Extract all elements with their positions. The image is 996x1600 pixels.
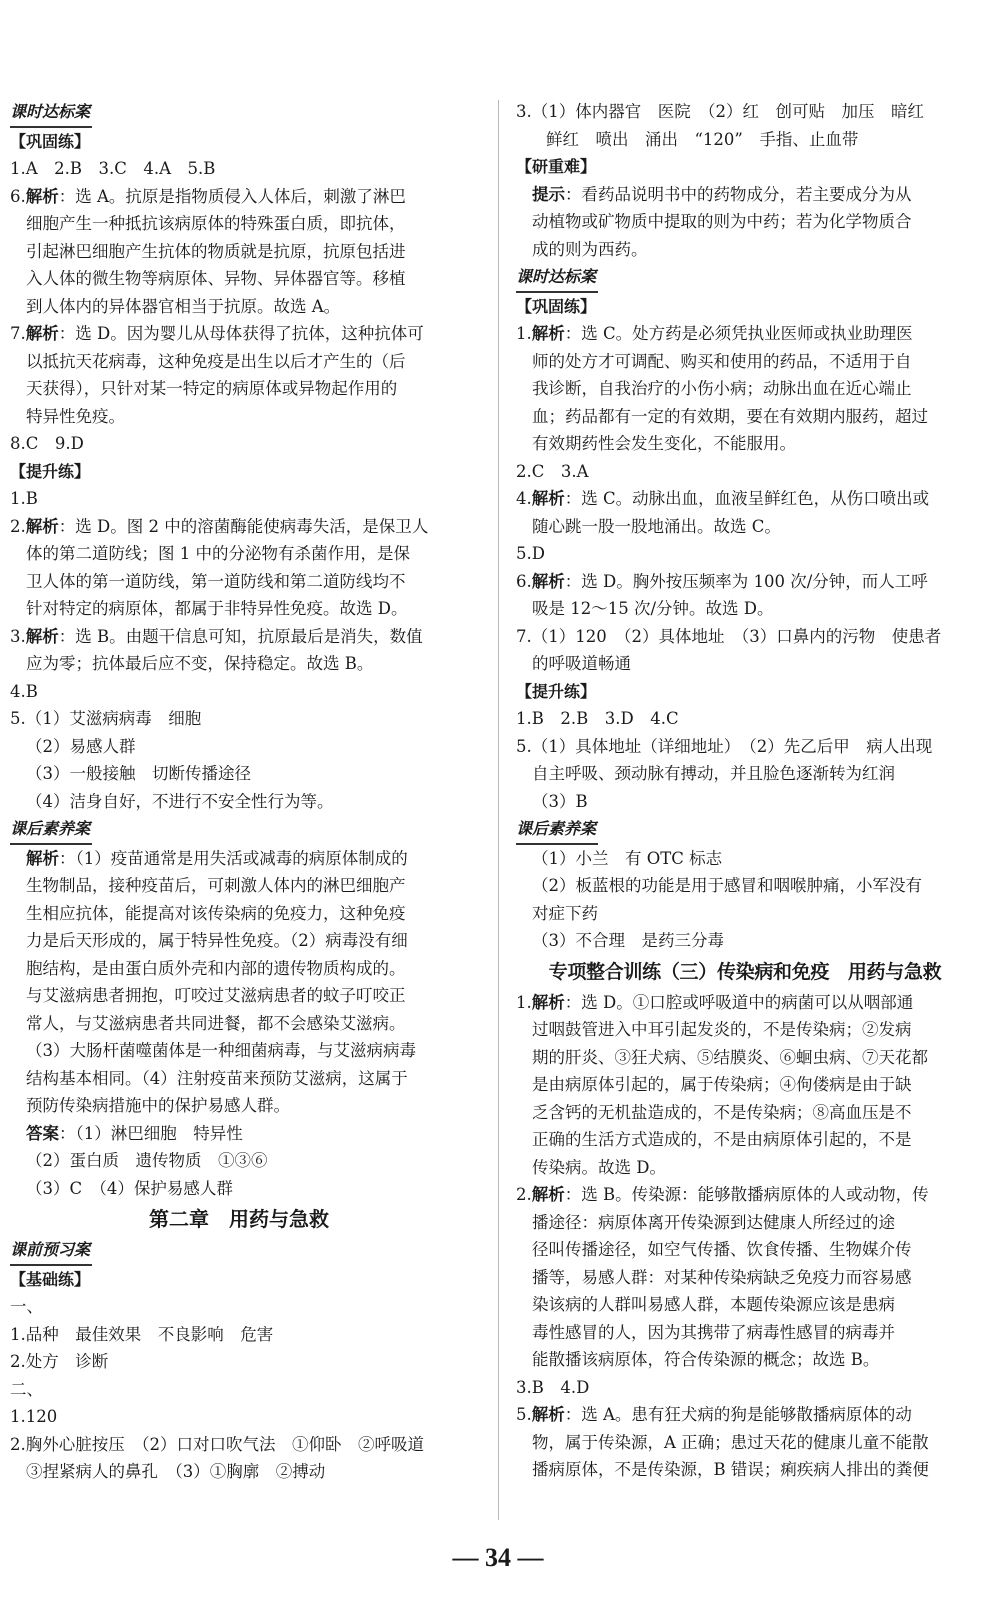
- answer-line: 物，属于传染源，A 正确；患过天花的健康儿童不能散: [532, 1432, 929, 1452]
- answer-line: 力是后天形成的，属于特异性免疫。（2）病毒没有细: [26, 931, 408, 950]
- section-heading: 课时达标案: [516, 263, 598, 293]
- answer-line: 传染病。故选 D。: [532, 1157, 666, 1177]
- answer-line: 7.解析：选 D。因为婴儿从母体获得了抗体，这种抗体可: [10, 324, 424, 343]
- subsection-heading: 【研重难】: [516, 157, 597, 176]
- answer-line: ③捏紧病人的鼻孔 （3）①胸廓 ②搏动: [26, 1462, 326, 1481]
- answer-line: 预防传染病措施中的保护易感人群。: [26, 1096, 290, 1115]
- answer-line: 生物制品，接种疫苗后，可刺激人体内的淋巴细胞产: [26, 876, 406, 895]
- answer-line: 播等，易感人群：对某种传染病缺乏免疫力而容易感: [532, 1267, 912, 1287]
- answer-line: 8.C 9.D: [10, 434, 84, 453]
- answer-line: 随心跳一股一股地涌出。故选 C。: [532, 516, 781, 536]
- answer-line: （3）B: [532, 791, 588, 811]
- section-heading: 课后素养案: [516, 815, 598, 845]
- answer-line: 3.（1）体内器官 医院 （2）红 创可贴 加压 暗红: [516, 102, 924, 121]
- answer-line: 过咽鼓管进入中耳引起发炎的，不是传染病；②发病: [532, 1020, 912, 1039]
- answer-line: 1.B 2.B 3.D 4.C: [516, 709, 679, 728]
- answer-line: 细胞产生一种抵抗该病原体的特殊蛋白质，即抗体，: [26, 214, 406, 233]
- answer-line: 3.B 4.D: [516, 1377, 590, 1397]
- subsection-heading: 【提升练】: [516, 681, 597, 701]
- answer-line: 1.B: [10, 489, 38, 508]
- answer-line: 毒性感冒的人，因为其携带了病毒性感冒的病毒并: [532, 1322, 895, 1342]
- answer-line: 常人，与艾滋病患者共同进餐，都不会感染艾滋病。: [26, 1013, 406, 1033]
- answer-line: 染该病的人群叫易感人群，本题传染源应该是患病: [532, 1295, 895, 1314]
- answer-line: 入人体的微生物等病原体、异物、异体器官等。移植: [26, 269, 406, 288]
- answer-line: 5.（1）艾滋病病毒 细胞: [10, 709, 202, 728]
- answer-line: 2.胸外心脏按压 （2）口对口吹气法 ①仰卧 ②呼吸道: [10, 1434, 424, 1454]
- answer-line: 提示：看药品说明书中的药物成分，若主要成分为从: [532, 184, 912, 204]
- answer-line: 针对特定的病原体，都属于非特异性免疫。故选 D。: [26, 599, 408, 618]
- answer-line: 径叫传播途径，如空气传播、饮食传播、生物媒介传: [532, 1240, 912, 1259]
- answer-line: 5.解析：选 A。患有狂犬病的狗是能够散播病原体的动: [516, 1405, 912, 1424]
- answer-line: 生相应抗体，能提高对该传染病的免疫力，这种免疫: [26, 903, 406, 923]
- answer-line: 2.解析：选 D。图 2 中的溶菌酶能使病毒失活，是保卫人: [10, 516, 429, 536]
- answer-line: 正确的生活方式造成的，不是由病原体引起的，不是: [532, 1130, 912, 1149]
- answer-line: 有效期药性会发生变化，不能服用。: [532, 434, 796, 453]
- answer-line: 胞结构，是由蛋白质外壳和内部的遗传物质构成的。: [26, 958, 406, 978]
- answer-line: 1.解析：选 D。①口腔或呼吸道中的病菌可以从咽部通: [516, 992, 914, 1012]
- answer-line: 解析：（1）疫苗通常是用失活或减毒的病原体制成的: [26, 848, 408, 868]
- answer-line: 与艾滋病患者拥抱，叮咬过艾滋病患者的蚊子叮咬正: [26, 986, 406, 1005]
- answer-line: 到人体内的异体器官相当于抗原。故选 A。: [26, 296, 341, 316]
- answer-line: 播途径：病原体离开传染源到达健康人所经过的途: [532, 1212, 895, 1232]
- subsection-heading: 【提升练】: [10, 461, 91, 481]
- left-column: [10, 98, 468, 1486]
- answer-line: 引起淋巴细胞产生抗体的物质就是抗原，抗原包括进: [26, 241, 406, 261]
- answer-line: 自主呼吸、颈动脉有搏动，并且脸色逐渐转为红润: [532, 764, 895, 783]
- answer-line: 二、: [10, 1379, 43, 1399]
- answer-line: 是由病原体引起的，属于传染病；④佝偻病是由于缺: [532, 1075, 912, 1094]
- answer-line: 2.解析：选 B。传染源：能够散播病原体的人或动物，传: [516, 1185, 929, 1204]
- answer-line: 5.D: [516, 544, 545, 563]
- answer-line: 2.C 3.A: [516, 461, 589, 481]
- answer-line: 2.处方 诊断: [10, 1352, 109, 1371]
- answer-line: 7.（1）120 （2）具体地址 （3）口鼻内的污物 使患者: [516, 626, 942, 646]
- answer-line: 答案：（1）淋巴细胞 特异性: [26, 1123, 243, 1143]
- answer-line: 一、: [10, 1297, 43, 1316]
- answer-line: 体的第二道防线；图 1 中的分泌物有杀菌作用，是保: [26, 544, 410, 563]
- column-divider: [498, 100, 499, 1520]
- answer-line: 鲜红 喷出 涌出 “120” 手指、止血带: [546, 129, 859, 149]
- answer-line: 动植物或矿物质中提取的则为中药；若为化学物质合: [532, 212, 912, 231]
- subsection-heading: 【巩固练】: [516, 296, 597, 316]
- answer-line: 成的则为西药。: [532, 239, 648, 259]
- section-heading: 课前预习案: [10, 1236, 92, 1266]
- answer-line: 吸是 12～15 次/分钟。故选 D。: [532, 599, 774, 618]
- answer-line: 能散播该病原体，符合传染源的概念；故选 B。: [532, 1350, 880, 1369]
- answer-line: 天获得），只针对某一特定的病原体或异物起作用的: [26, 379, 398, 398]
- answer-line: 6.解析：选 A。抗原是指物质侵入人体后，刺激了淋巴: [10, 186, 406, 206]
- answer-line: （3）不合理 是药三分毒: [532, 931, 724, 950]
- answer-line: （3）C （4）保护易感人群: [26, 1178, 233, 1198]
- answer-line: 3.解析：选 B。由题干信息可知，抗原最后是消失，数值: [10, 626, 423, 646]
- page-number-value: 34: [485, 1543, 511, 1572]
- answer-line: 应为零；抗体最后应不变，保持稳定。故选 B。: [26, 654, 374, 673]
- answer-line: 对症下药: [532, 903, 598, 923]
- subsection-heading: 【巩固练】: [10, 131, 91, 151]
- answer-line: 卫人体的第一道防线，第一道防线和第二道防线均不: [26, 571, 406, 591]
- answer-line: 4.解析：选 C。动脉出血，血液呈鲜红色，从伤口喷出或: [516, 489, 930, 508]
- subsection-heading: 【基础练】: [10, 1269, 91, 1289]
- answer-line: 1.120: [10, 1407, 58, 1426]
- answer-line: 乏含钙的无机盐造成的，不是传染病；⑧高血压是不: [532, 1102, 912, 1122]
- answer-line: 1.解析：选 C。处方药是必须凭执业医师或执业助理医: [516, 324, 913, 343]
- special-section-title: 专项整合训练（三）传染病和免疫 用药与急救: [548, 960, 942, 983]
- page-number: — 34 —: [452, 1543, 544, 1572]
- answer-line: （1）小兰 有 OTC 标志: [532, 848, 723, 868]
- answer-line: 4.B: [10, 681, 38, 701]
- answer-line: 5.（1）具体地址（详细地址） （2）先乙后甲 病人出现: [516, 736, 933, 756]
- answer-line: 6.解析：选 D。胸外按压频率为 100 次/分钟，而人工呼: [516, 571, 928, 591]
- answer-line: 我诊断，自我治疗的小伤小病；动脉出血在近心端止: [532, 379, 912, 398]
- answer-line: （4）洁身自好，不进行不安全性行为等。: [26, 791, 334, 811]
- answer-line: 1.A 2.B 3.C 4.A 5.B: [10, 159, 216, 178]
- answer-line: 以抵抗天花病毒，这种免疫是出生以后才产生的（后: [26, 351, 406, 371]
- answer-line: 师的处方才可调配、购买和使用的药品，不适用于自: [532, 351, 912, 371]
- section-heading: 课后素养案: [10, 815, 92, 845]
- section-heading: 课时达标案: [10, 98, 92, 128]
- answer-line: （2）易感人群: [26, 736, 136, 756]
- answer-line: 结构基本相同。（4）注射疫苗来预防艾滋病，这属于: [26, 1068, 408, 1088]
- answer-line: 血；药品都有一定的有效期，要在有效期内服药，超过: [532, 406, 928, 426]
- answer-line: 播病原体，不是传染源，B 错误；痢疾病人排出的粪便: [532, 1460, 929, 1479]
- chapter-title: 第二章 用药与急救: [149, 1207, 329, 1231]
- answer-line: （3）一般接触 切断传播途径: [26, 764, 251, 783]
- answer-line: 的呼吸道畅通: [532, 654, 631, 673]
- answer-line: 期的肝炎、③狂犬病、⑤结膜炎、⑥蛔虫病、⑦天花都: [532, 1047, 928, 1067]
- answer-line: （2）蛋白质 遗传物质 ①③⑥: [26, 1151, 268, 1170]
- answer-line: （2）板蓝根的功能是用于感冒和咽喉肿痛，小军没有: [532, 876, 922, 895]
- right-column: [516, 98, 974, 1484]
- answer-line: （3）大肠杆菌噬菌体是一种细菌病毒，与艾滋病病毒: [26, 1041, 416, 1060]
- answer-line: 特异性免疫。: [26, 406, 125, 426]
- answer-line: 1.品种 最佳效果 不良影响 危害: [10, 1324, 274, 1344]
